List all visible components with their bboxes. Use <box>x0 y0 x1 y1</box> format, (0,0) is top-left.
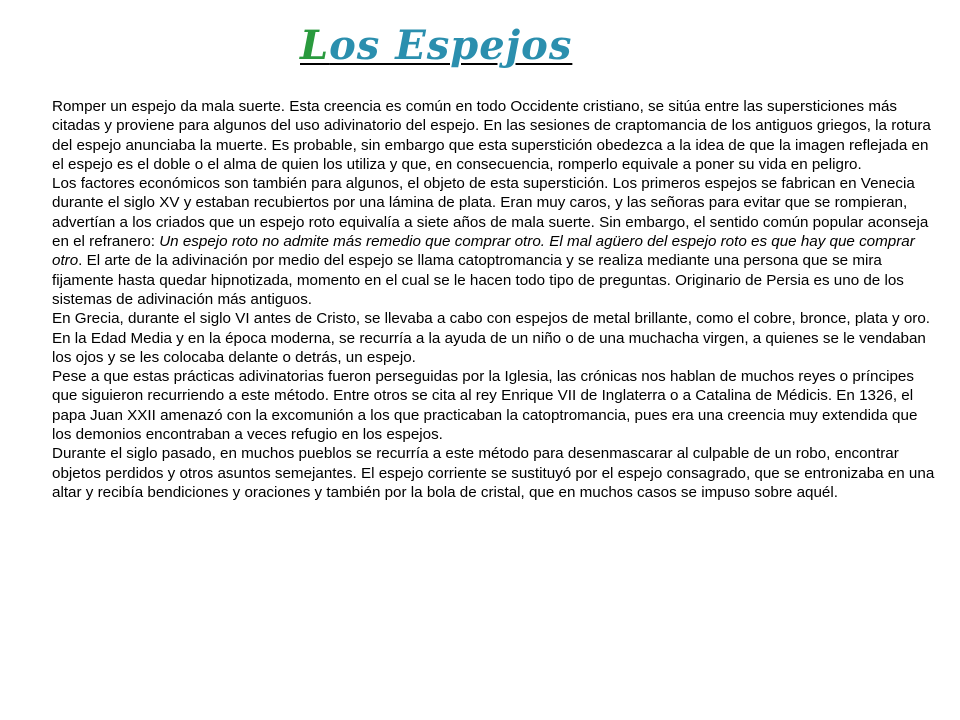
paragraph-2-text-a: Los factores económicos son también para algunos, el objeto de esta superstición. Los primeros espejos se fabrican en Venecia durante el siglo XV y estaban recubiertos por una lámina de plata. Eran muy caros, y las señoras para evitar que se rompieran, advertían a los criados que un espejo roto equivalía a siete años de mala suerte. Sin embargo, el sentido común popular aconseja en el refranero: <box>52 175 929 251</box>
paragraph-2-text-b: . El arte de la adivinación por medio del espejo se llama catoptromancia y se realiza mediante una persona que se mira fijamente hasta quedar hipnotizada, momento en el cual se le hacen todo tipo de preguntas. Originario de Persia es uno de los sistemas de adivinación más antiguos. <box>52 252 904 308</box>
paragraph-1: Romper un espejo da mala suerte. Esta creencia es común en todo Occidente cristiano, se sitúa entre las supersticiones más citadas y proviene para algunos del uso adivinatorio del espejo. En las sesiones de craptomancia de los antiguos griegos, la rotura del espejo anunciaba la muerte. Es probable, sin embargo que esta superstición obedezca a la idea de que la imagen reflejada en el espejo es el doble o el alma de quien los utiliza y que, en consecuencia, romperlo equivale a poner su vida en peligro. <box>52 98 931 173</box>
title-initial: L <box>300 22 330 69</box>
proverb-quote: Un espejo roto no admite más remedio que comprar otro. El mal agüero del espejo roto es que hay que comprar otro <box>52 233 915 270</box>
paragraph-5: Durante el siglo pasado, en muchos pueblos se recurría a este método para desenmascarar al culpable de un robo, encontrar objetos perdidos y otros asuntos semejantes. El espejo corriente se sustituyó por el espejo consagrado, que se entronizaba en una altar y recibía bendiciones y oraciones y también por la bola de cristal, que en muchos casos se impuso sobre aquél. <box>52 445 935 501</box>
paragraph-4: Pese a que estas prácticas adivinatorias fueron perseguidas por la Iglesia, las crónicas nos hablan de muchos reyes o príncipes que siguieron recurriendo a este método. Entre otros se cita al rey Enrique VII de Inglaterra o a Catalina de Médicis. En 1326, el papa Juan XXII amenazó con la excomunión a los que practicaban la catoptromancia, pues era una creencia muy extendida que los demonios encontraban a veces refugio en los espejos. <box>52 368 918 444</box>
paragraph-2 <box>52 174 936 309</box>
page-title <box>300 22 572 70</box>
paragraph-3: En Grecia, durante el siglo VI antes de Cristo, se llevaba a cabo con espejos de metal brillante, como el cobre, bronce, plata y oro. En la Edad Media y en la época moderna, se recurría a la ayuda de un niño o de una muchacha virgen, a quienes se le vendaban los ojos y se les colocaba delante o detrás, un espejo. <box>52 310 930 366</box>
title-rest: os Espejos <box>329 22 573 69</box>
article-body <box>52 97 936 502</box>
